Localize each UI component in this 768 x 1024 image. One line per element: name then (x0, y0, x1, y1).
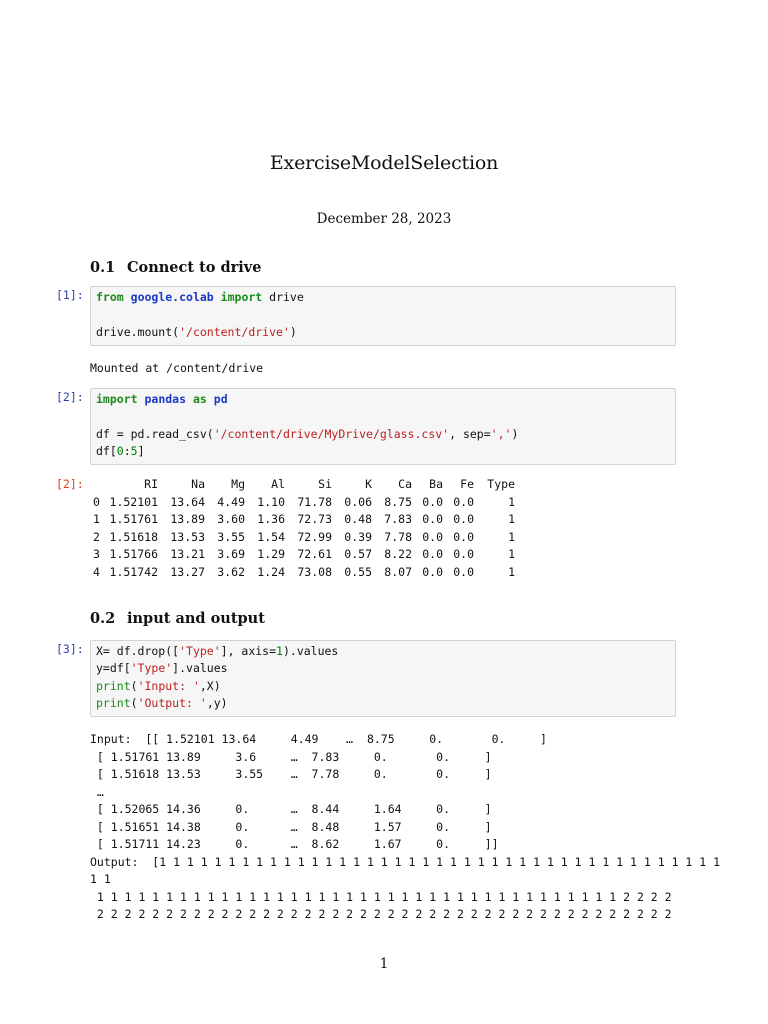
table-cell: 0.57 (344, 547, 372, 561)
table-cell: 8.75 (384, 494, 412, 509)
code-token: df = pd.read_csv( (96, 426, 214, 441)
table-cell: 13.27 (170, 564, 205, 579)
column-header: Si (318, 477, 332, 491)
code-token: pd (213, 392, 228, 406)
code-token: ( (130, 678, 138, 693)
table-cell: 0.0 (453, 512, 474, 526)
table-cell: 71.78 (297, 494, 332, 509)
code-token: drive.mount( (96, 324, 180, 339)
code-token: ,X) (199, 678, 221, 693)
code-token: import (96, 392, 138, 406)
table-row (93, 546, 515, 564)
code-token: ) (511, 426, 519, 441)
column-header: K (365, 477, 372, 491)
code-token: 'Type' (179, 644, 221, 658)
table-cell: 73.08 (297, 564, 332, 579)
code-token: import (220, 290, 263, 304)
code-token: '/content/drive/MyDrive/glass.csv' (213, 426, 450, 441)
table-cell: 1 (508, 529, 515, 544)
input-prompt: [3]: (56, 642, 84, 656)
code-line (96, 678, 221, 695)
code-token: ].values (172, 661, 228, 676)
code-cell[interactable] (90, 286, 676, 346)
table-row (93, 529, 515, 547)
code-line (96, 289, 304, 306)
table-row (93, 494, 515, 512)
table-cell: 0.0 (453, 529, 474, 544)
code-token: ] (137, 443, 145, 458)
table-cell: 7.78 (384, 529, 412, 544)
code-token (214, 290, 221, 304)
table-cell: 0.0 (422, 512, 443, 526)
code-line (96, 660, 228, 677)
table-cell: 0.0 (453, 494, 474, 509)
code-token (124, 290, 131, 304)
input-prompt: [1]: (56, 288, 84, 302)
table-cell: 3.55 (217, 529, 245, 544)
code-token: df[ (96, 443, 117, 458)
code-token (186, 392, 193, 406)
table-cell: 0.06 (344, 494, 372, 509)
code-token: from (96, 290, 124, 304)
table-cell: 13.64 (170, 494, 205, 509)
code-token: ], axis= (220, 644, 277, 658)
code-token: google.colab (130, 290, 214, 304)
table-cell: 1.51742 (109, 564, 158, 579)
table-cell: 0.48 (344, 512, 372, 526)
code-token: as (192, 392, 207, 406)
code-token: , sep= (449, 426, 491, 441)
table-cell: 3.69 (217, 547, 245, 561)
table-cell: 72.99 (297, 529, 332, 544)
code-token: ) (289, 324, 297, 339)
column-header: Fe (460, 477, 474, 491)
table-cell: 0.0 (422, 564, 443, 579)
output-line: [ 1.51618 13.53 3.55 … 7.78 0. 0. ] (90, 767, 492, 781)
table-cell: 1.51766 (109, 547, 158, 561)
code-token: print (96, 678, 131, 693)
column-header: Ca (398, 477, 412, 491)
page-number: 1 (379, 956, 389, 972)
table-cell: 1.10 (257, 494, 285, 509)
code-line (96, 426, 518, 443)
table-cell: 1.52101 (109, 494, 158, 509)
column-header: Mg (231, 477, 245, 491)
table-cell: 1 (508, 547, 515, 561)
code-line (96, 443, 145, 460)
code-token: 1 (276, 644, 283, 658)
code-line (96, 391, 228, 408)
section-title: input and output (127, 610, 265, 627)
table-cell: 1.51761 (109, 512, 158, 526)
output-line: … (90, 784, 104, 799)
row-index: 2 (93, 529, 100, 544)
table-cell: 1.36 (257, 512, 285, 526)
code-token: pandas (144, 392, 187, 406)
document-date: December 28, 2023 (316, 211, 452, 227)
code-cell[interactable] (90, 640, 676, 717)
output-line: Mounted at /content/drive (90, 361, 264, 375)
output-prompt: [2]: (56, 477, 84, 491)
code-token: ).values (282, 644, 339, 658)
row-index: 0 (93, 494, 100, 509)
table-cell: 0.0 (422, 547, 443, 561)
table-cell: 72.73 (297, 512, 332, 526)
code-line (96, 695, 228, 712)
output-line: 2 2 2 2 2 2 2 2 2 2 2 2 2 2 2 2 2 2 2 2 2 2 2 2 2 2 2 2 2 2 2 2 2 2 2 2 2 2 2 2 2 2 (90, 907, 672, 921)
section-heading-connect-to-drive (90, 259, 261, 276)
code-token: drive (262, 290, 304, 304)
section-heading-input-and-output (90, 610, 265, 627)
output-line: 1 1 (90, 872, 111, 886)
table-cell: 7.83 (384, 512, 412, 526)
code-token: ',' (490, 426, 512, 441)
dataframe-table (93, 476, 515, 581)
code-token: : (123, 443, 131, 458)
code-token: '/content/drive' (179, 324, 290, 339)
table-cell: 0.55 (344, 564, 372, 579)
section-number: 0.2 (90, 610, 116, 627)
row-index: 4 (93, 564, 100, 579)
row-index: 3 (93, 547, 100, 561)
table-cell: 1 (508, 512, 515, 526)
column-header: Na (191, 477, 205, 491)
table-cell: 0.0 (422, 529, 443, 544)
column-header: Al (271, 477, 285, 491)
code-token: print (96, 695, 131, 710)
output-line: [ 1.51711 14.23 0. … 8.62 1.67 0. ]] (90, 837, 499, 851)
table-cell: 72.61 (297, 547, 332, 561)
code-token (207, 392, 214, 406)
cell-output (90, 731, 720, 924)
table-cell: 4.49 (217, 494, 245, 509)
table-cell: 1.51618 (109, 529, 158, 544)
code-token: ( (130, 695, 138, 710)
output-line: [ 1.52065 14.36 0. … 8.44 1.64 0. ] (90, 802, 492, 816)
table-cell: 3.60 (217, 512, 245, 526)
code-token: 5 (130, 443, 138, 458)
section-number: 0.1 (90, 259, 116, 276)
table-cell: 0.0 (453, 564, 474, 579)
table-cell: 8.07 (384, 564, 412, 579)
table-cell: 1 (508, 564, 515, 579)
table-cell: 1.54 (257, 529, 285, 544)
cell-output (90, 360, 263, 378)
code-token: 'Input: ' (137, 678, 200, 693)
code-token: ,y) (206, 695, 228, 710)
input-prompt: [2]: (56, 390, 84, 404)
code-token: 0 (116, 443, 124, 458)
code-token: 'Type' (130, 661, 173, 676)
table-cell: 1 (508, 494, 515, 509)
table-cell: 13.89 (170, 512, 205, 526)
row-index: 1 (93, 512, 100, 526)
column-header: RI (144, 477, 158, 491)
table-row (93, 511, 515, 529)
table-cell: 0.0 (422, 494, 443, 509)
code-token: y=df[ (96, 661, 131, 676)
code-cell[interactable] (90, 388, 676, 465)
table-cell: 1.29 (257, 547, 285, 561)
table-cell: 3.62 (217, 564, 245, 579)
output-line: [ 1.51761 13.89 3.6 … 7.83 0. 0. ] (90, 749, 492, 764)
code-token: X= df.drop([ (96, 644, 180, 658)
column-header (93, 476, 103, 494)
column-header: Ba (429, 477, 443, 491)
table-cell: 8.22 (384, 547, 412, 561)
code-line (96, 324, 297, 341)
table-cell: 0.0 (453, 547, 474, 561)
table-row (93, 564, 515, 582)
output-line: 1 1 1 1 1 1 1 1 1 1 1 1 1 1 1 1 1 1 1 1 1 1 1 1 1 1 1 1 1 1 1 1 1 1 1 1 1 1 2 2 2 2 (90, 889, 672, 904)
table-cell: 1.24 (257, 564, 285, 579)
output-line: Output: [1 1 1 1 1 1 1 1 1 1 1 1 1 1 1 1 1 1 1 1 1 1 1 1 1 1 1 1 1 1 1 1 1 1 1 1 1 1 1 1 1 (90, 854, 721, 869)
table-cell: 0.39 (344, 529, 372, 544)
table-header-row (93, 476, 515, 494)
output-line: [ 1.51651 14.38 0. … 8.48 1.57 0. ] (90, 819, 492, 834)
code-token: 'Output: ' (137, 695, 207, 710)
table-cell: 13.53 (170, 529, 205, 544)
section-title: Connect to drive (127, 259, 262, 276)
table-cell: 13.21 (170, 547, 205, 561)
column-header: Type (487, 477, 515, 491)
document-title: ExerciseModelSelection (269, 152, 499, 174)
code-line (96, 643, 338, 660)
output-line: Input: [[ 1.52101 13.64 4.49 … 8.75 0. 0. ] (90, 732, 547, 746)
